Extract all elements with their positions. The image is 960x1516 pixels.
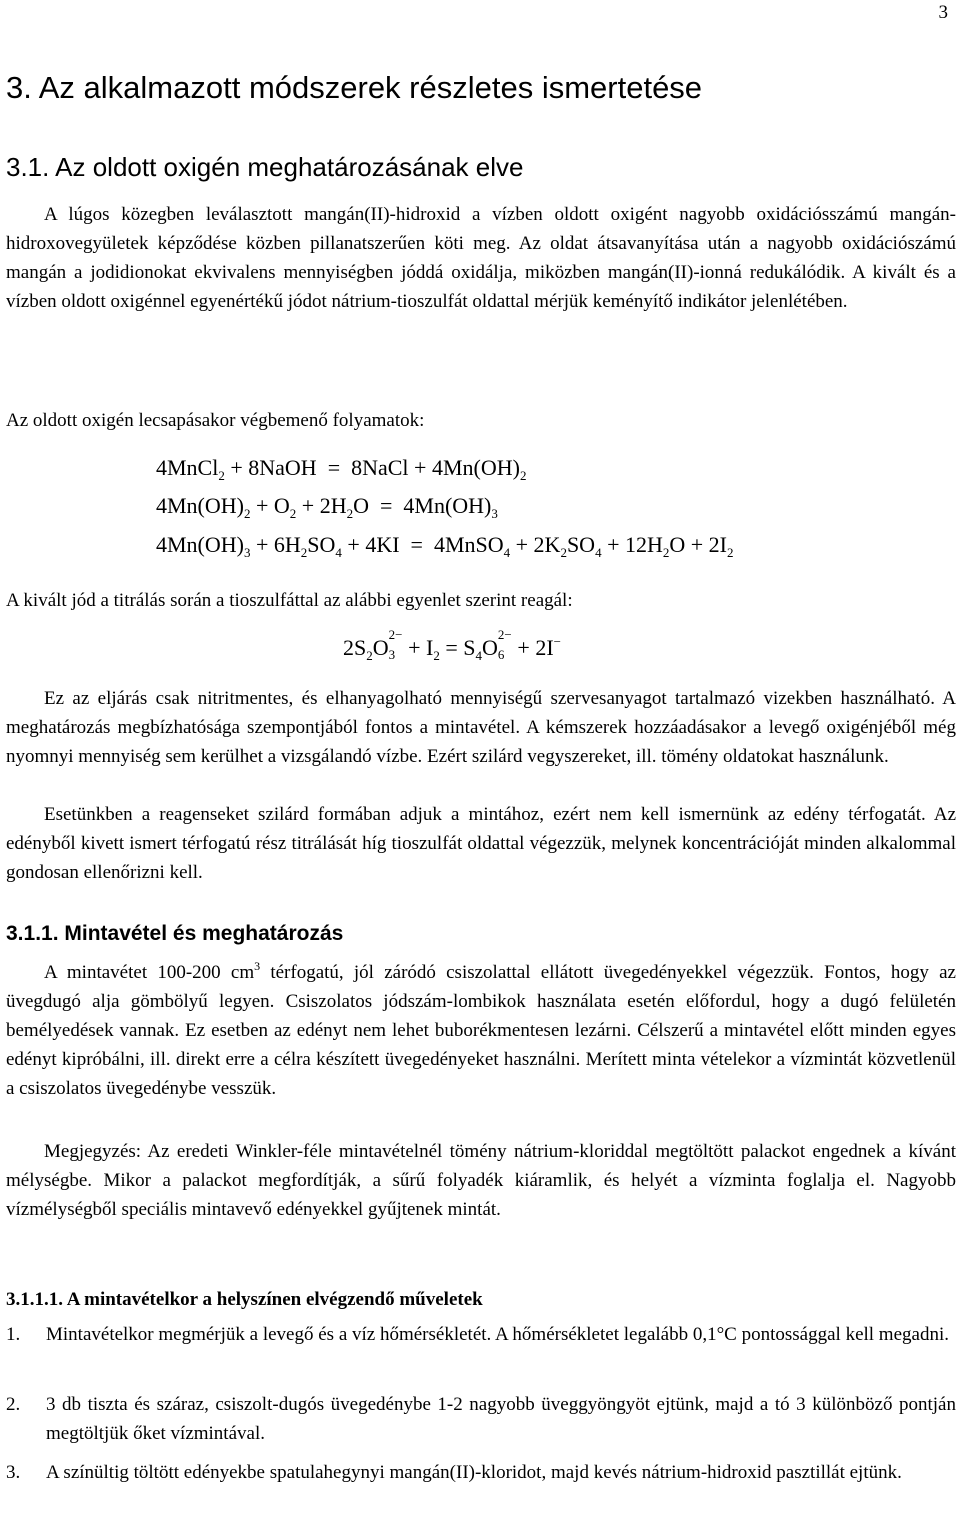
equation-3: $4Mn(OH)_3 + 6H_2SO_4 + 4KI$ = 4MnSO$_4$ + $2K_2SO_4 + 12H_2O + 2I_2$ [156,532,734,560]
intro-paragraph-text: A lúgos közegben leválasztott mangán(II)-hidroxid a vízben oldott oxigént nagyobb oxidációsszámú mangán-hidroxovegyületek képződése közben pillanatszerűen köti meg. Az oldat átsavanyítása után a nagyobb oxidációszámú mangán a jodidionokat ekvivalens mennyiségben jóddá oxidálja, miközben mangán(II)-ionná redukálódik. A kivált és a vízben oldott oxigénnel egyenértékű jódot nátrium-tioszulfát oldattal mérjük keményítő indikátor jelenlétében. [6,204,956,312]
list-item [6,1458,956,1487]
equation-2: $4Mn(OH)_2 + O_2 + 2H_2O = 4Mn(OH)_3$ [156,493,498,521]
note-paragraph [6,1137,956,1224]
applicability-paragraph [6,684,956,771]
subsection-title: 3.1. Az oldott oxigén meghatározásának elve [6,152,524,182]
sampling-paragraph: A mintavétet 100-200 $cm^3$ térfogatú, jól záródó csiszolattal ellátott üvegedényekkel végezzük. Fontos, hogy az üvegdugó alja gömbölyű legyen. Csiszolatos jódszám-lombikok használata esetén előfordul, hogy a dugó felületén bemélyedések vannak. Ez esetben az edényt nem lehet buborékmentesen lezárni. Célszerű a mintavétel előtt minden egyes edényt kipróbálni, ill. direkt erre a célra készített üvegedényeket használni. Merített minta vételekor a vízmintát közvetlenül a csiszolatos üvegedénybe vesszük. [6,959,956,1099]
page-number: 3 [938,2,948,23]
reagents-text: Esetünkben a reagenseket szilárd formában adjuk a mintához, ezért nem kell ismernünk az edény térfogatát. Az edényből kivett ismert térfogatú rész titrálását híg tioszulfát oldattal végezzük, melynek koncentrációját minden alkalommal gondosan ellenőrizni kell. [6,804,956,883]
list-item-text: 3 db tiszta és száraz, csiszolt-dugós üvegedénybe 1-2 nagyobb üveggyöngyöt ejtünk, majd a tó 3 különböző pontján megtöltjük őket vízmintával. [46,1394,956,1444]
list-item-number: 2. [6,1394,21,1415]
list-item-text: A színültig töltött edényekbe spatulahegynyi mangán(II)-kloridot, majd kevés nátrium-hidroxid pasztillát ejtünk. [46,1462,902,1483]
note-text: Megjegyzés: Az eredeti Winkler-féle mintavételnél tömény nátrium-kloriddal megtöltött palackot engednek a kívánt mélységbe. Mikor a palackot megfordítják, a sűrű folyadék kiáramlik, és helyét a vízminta foglalja el. Nagyobb vízmélységből speciális mintavevő edényekkel gyűjtenek mintát. [6,1141,956,1220]
list-item-number: 3. [6,1462,21,1483]
list-item [6,1320,956,1349]
list-item-number: 1. [6,1324,21,1345]
intro-paragraph [6,200,956,316]
equation-1: 4MnCl$_2$ + 8NaOH = 8NaCl + $4Mn(OH)_2$ [156,455,527,483]
equation-4: $2S_2O$ 2− 3 + $I_2 = S_4O$ 2− 6 + 2I− [343,627,561,663]
heading-4: 3.1.1.1. A mintavételkor a helyszínen elvégzendő műveletek [6,1289,483,1310]
section-title: 3. Az alkalmazott módszerek részletes ismertetése [6,70,703,105]
titration-lead: A kivált jód a titrálás során a tioszulfáttal az alábbi egyenlet szerint reagál: [6,590,573,611]
reactions-lead: Az oldott oxigén lecsapásakor végbemenő folyamatok: [6,410,425,431]
reagents-paragraph [6,800,956,887]
subsubsection-title: 3.1.1. Mintavétel és meghatározás [6,922,344,945]
list-item [6,1390,956,1448]
list-item-text: Mintavételkor megmérjük a levegő és a víz hőmérsékletét. A hőmérsékletet legalább 0,1°C pontossággal kell megadni. [46,1324,949,1345]
applicability-text: Ez az eljárás csak nitritmentes, és elhanyagolható mennyiségű szervesanyagot tartalmazó vizekben használható. A meghatározás megbízhatósága szempontjából fontos a mintavétel. A kémszerek hozzáadásakor a levegő oxigénjéből még nyomnyi mennyiség sem kerülhet a vizsgálandó vízbe. Ezért szilárd vegyszereket, ill. tömény oldatokat használunk. [6,688,956,767]
